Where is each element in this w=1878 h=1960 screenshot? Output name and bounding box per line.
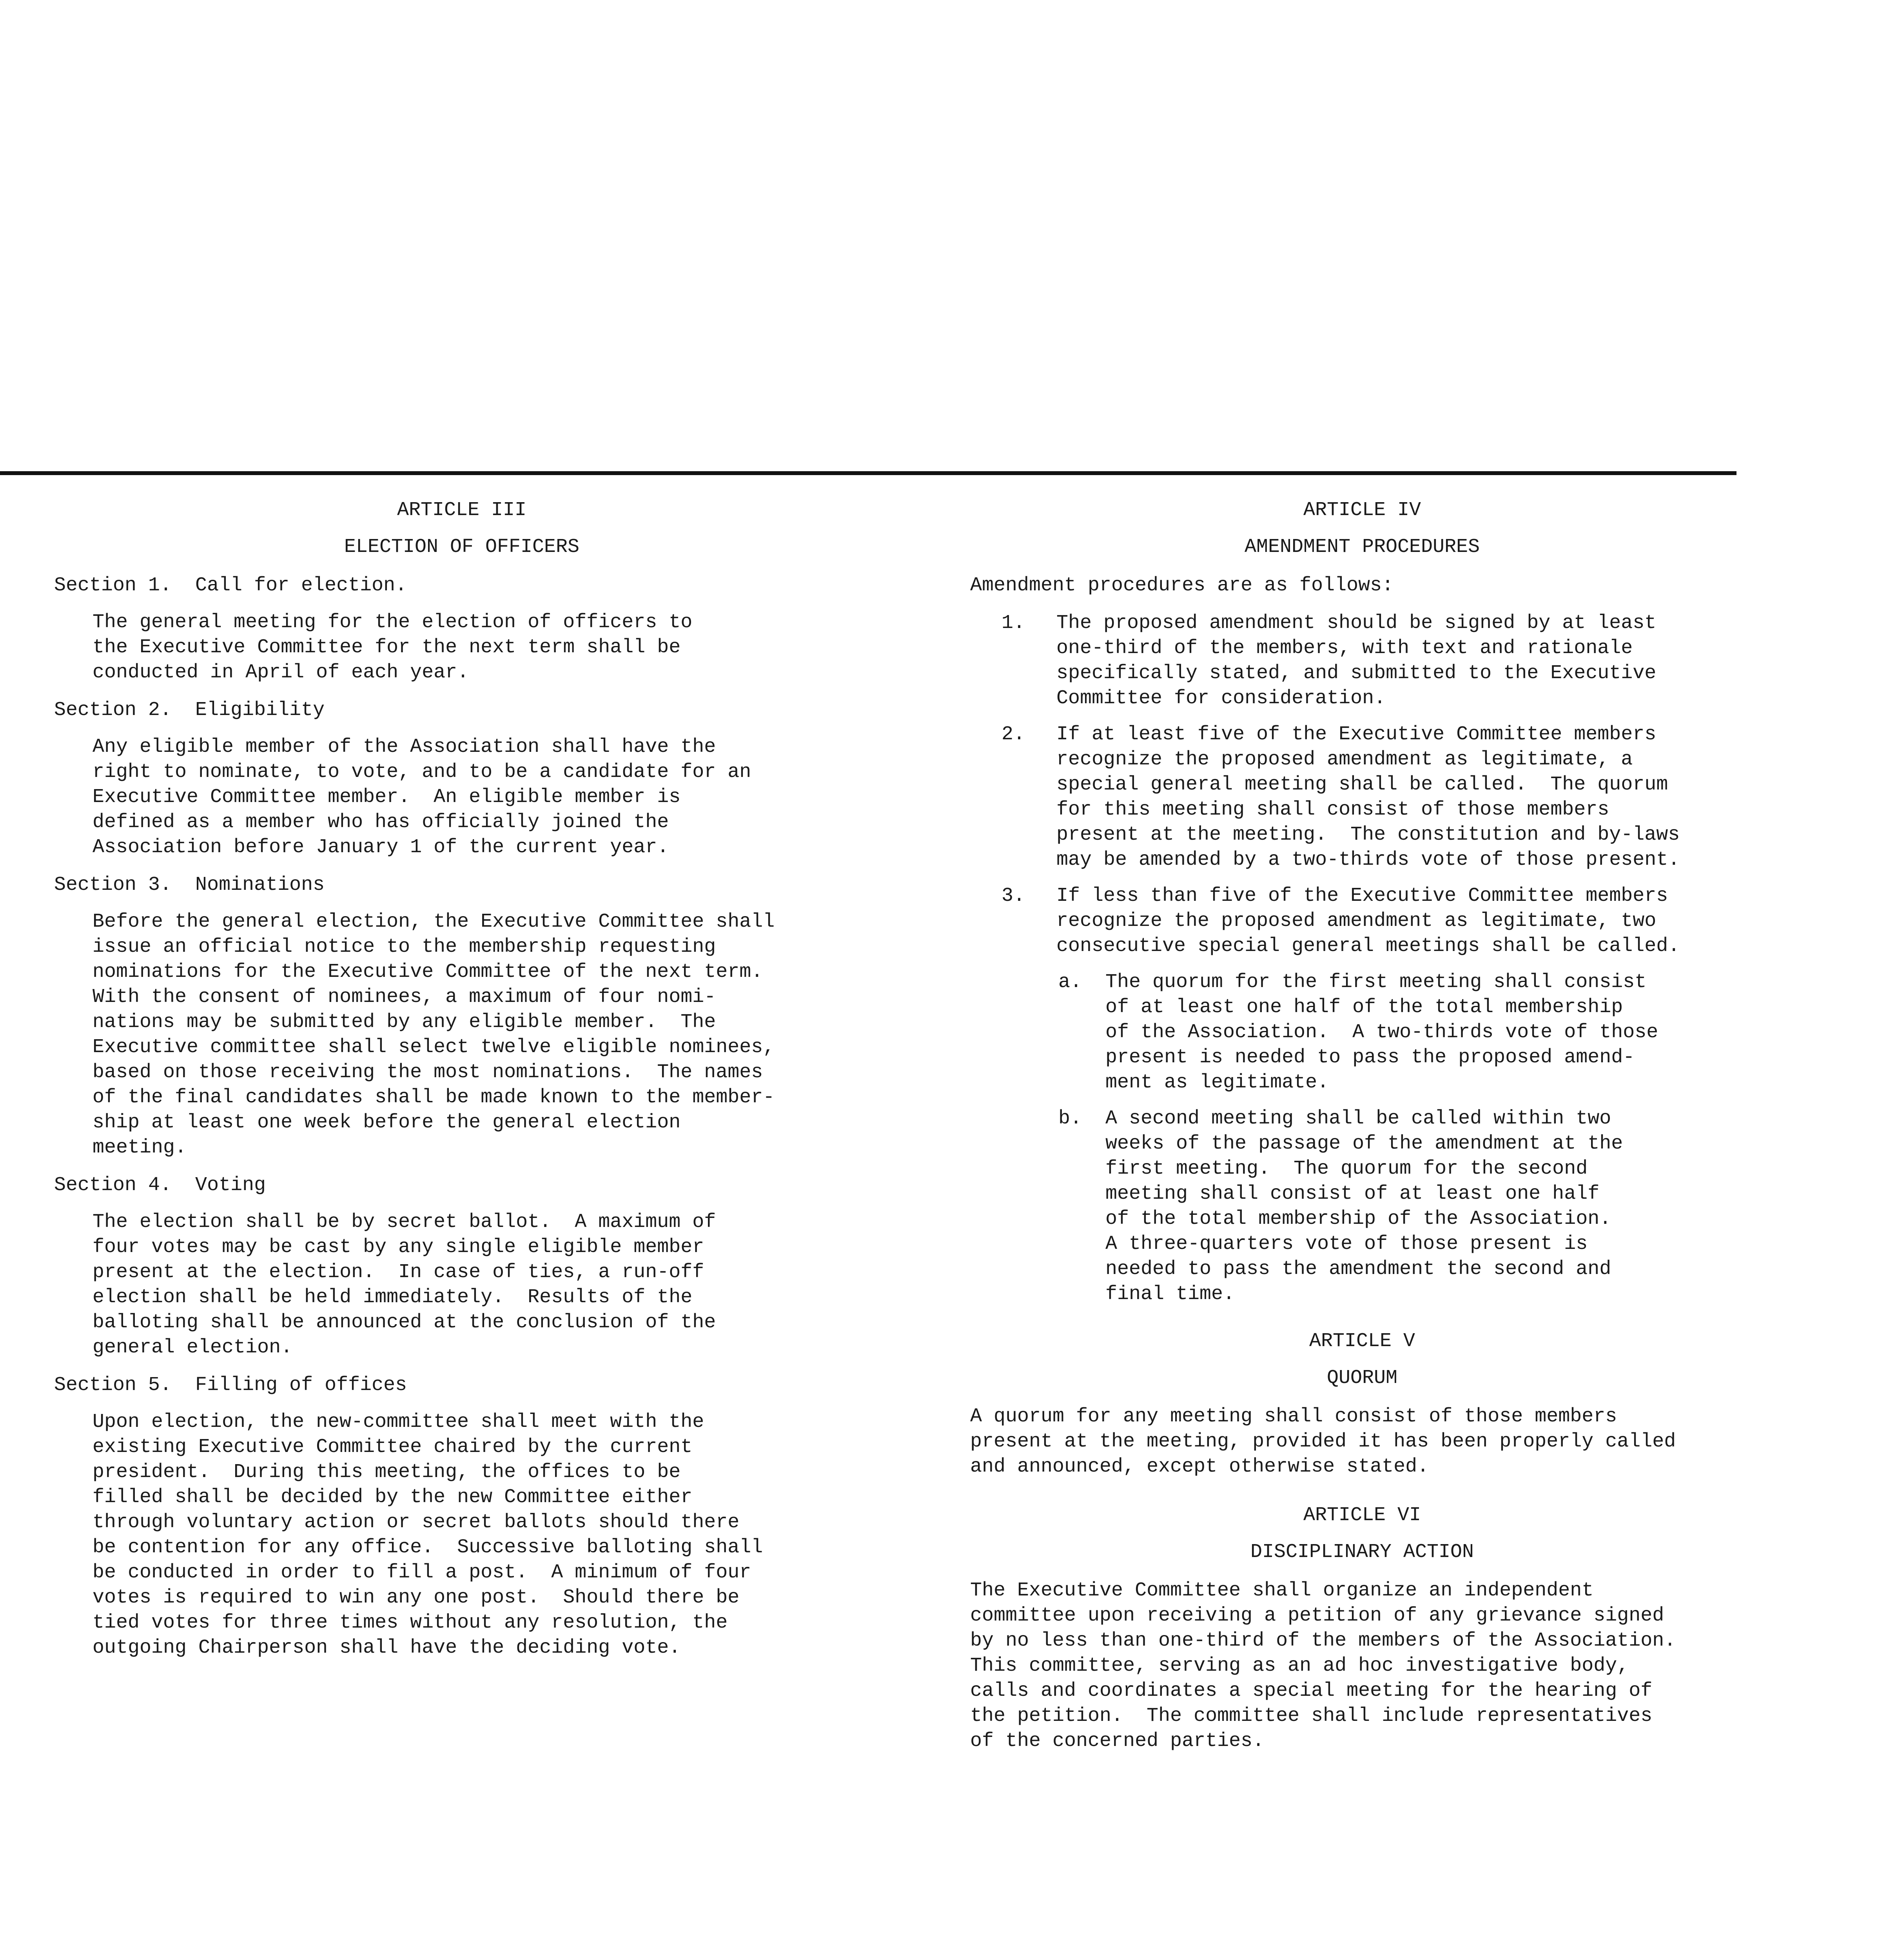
amendment-item-number: 1. (1002, 612, 1025, 634)
amendment-subitem-letter: b. (1058, 1107, 1082, 1130)
article-6-title: DISCIPLINARY ACTION (1250, 1541, 1474, 1563)
article-5-number: ARTICLE V (1309, 1330, 1415, 1352)
article-6-body: The Executive Committee shall organize an independent committee upon receiving a petition of any grievance signed by no less than one-third of the members of the Association. This committee, serving as an ad hoc investigative body, calls and coordinates a special meeting for the hearing of the petition. The committee shall include representatives of the concerned parties. (970, 1579, 1676, 1752)
amendment-subitem-letter: a. (1058, 971, 1082, 993)
amendment-item (970, 884, 1754, 959)
article-3-title: ELECTION OF OFFICERS (344, 536, 580, 558)
section-4-heading: Section 4. Voting (54, 1174, 266, 1196)
amendment-item (970, 722, 1754, 873)
article-4-number: ARTICLE IV (1303, 499, 1421, 521)
left-column (54, 498, 869, 1673)
article-3-number: ARTICLE III (397, 499, 527, 521)
amendment-item-text: If less than five of the Executive Committee members recognize the proposed amendment as legitimate, two consecutive special general meetings shall be called. (1056, 885, 1680, 957)
section-5-heading: Section 5. Filling of offices (54, 1374, 407, 1396)
section-3-heading: Section 3. Nominations (54, 874, 325, 896)
page-divider-rule (0, 471, 1736, 475)
section-1-body: The general meeting for the election of officers to the Executive Committee for the next term shall be conducted in April of each year. (93, 611, 693, 684)
article-6-number: ARTICLE VI (1303, 1504, 1421, 1526)
section-2-body: Any eligible member of the Association shall have the right to nominate, to vote, and to be a candidate for an Executive Committee member. An eligible member is defined as a member who has officially joined the Association before January 1 of the current year. (93, 736, 751, 858)
amendment-subitem-text: The quorum for the first meeting shall consist of at least one half of the total membership of the Association. A two-thirds vote of those present is needed to pass the proposed amend- ment as legitimate. (1105, 971, 1658, 1094)
section-1-heading: Section 1. Call for election. (54, 574, 407, 597)
section-2-heading: Section 2. Eligibility (54, 699, 325, 721)
amendment-item-text: The proposed amendment should be signed by at least one-third of the members, with text and rationale specifically stated, and submitted to the Executive Committee for consideration. (1056, 612, 1657, 710)
amendment-subitem (970, 1106, 1754, 1307)
article-4-intro: Amendment procedures are as follows: (970, 574, 1394, 597)
section-5-body: Upon election, the new-committee shall meet with the existing Executive Committee chaired by the current president. During this meeting, the offices to be filled shall be decided by the new Committee either through voluntary action or secret ballots should there be contention for any office. Successive balloting shall be conducted in order to fill a post. A minimum of four votes is required to win any one post. Should there be tied votes for three times without any resolution, the outgoing Chairperson shall have the deciding vote. (93, 1411, 763, 1659)
amendment-item-number: 2. (1002, 723, 1025, 746)
right-column (970, 498, 1754, 1766)
amendment-subitem-text: A second meeting shall be called within two weeks of the passage of the amendment at the first meeting. The quorum for the second meeting shall consist of at least one half of the total membership of the Association. A three-quarters vote of those present is needed to pass the amendment the second and final time. (1105, 1107, 1623, 1305)
article-5-title: QUORUM (1326, 1367, 1398, 1389)
section-4-body: The election shall be by secret ballot. A maximum of four votes may be cast by any single eligible member present at the election. In case of ties, a run-off election shall be held immediately. Results of the balloting shall be announced at the conclusion of the general election. (93, 1211, 716, 1359)
amendment-item-number: 3. (1002, 885, 1025, 907)
article-4-title: AMENDMENT PROCEDURES (1244, 536, 1480, 558)
section-3-body: Before the general election, the Executive Committee shall issue an official notice to the membership requesting nominations for the Executive Committee of the next term. With the consent of nominees, a maximum of four nomi- nations may be submitted by any eligible member. The Executive committee shall select twelve eligible nominees, based on those receiving the most nominations. The names of the final candidates shall be made known to the member- ship at least one week before the general election meeting. (93, 911, 775, 1159)
article-5-body: A quorum for any meeting shall consist of those members present at the meeting, provided it has been properly called and announced, except otherwise stated. (970, 1405, 1676, 1478)
amendment-subitem (970, 970, 1754, 1095)
amendment-item-text: If at least five of the Executive Committee members recognize the proposed amendment as legitimate, a special general meeting shall be called. The quorum for this meeting shall consist of those members present at the meeting. The constitution and by-laws may be amended by a two-thirds vote of those present. (1056, 723, 1680, 871)
amendment-item (970, 611, 1754, 711)
